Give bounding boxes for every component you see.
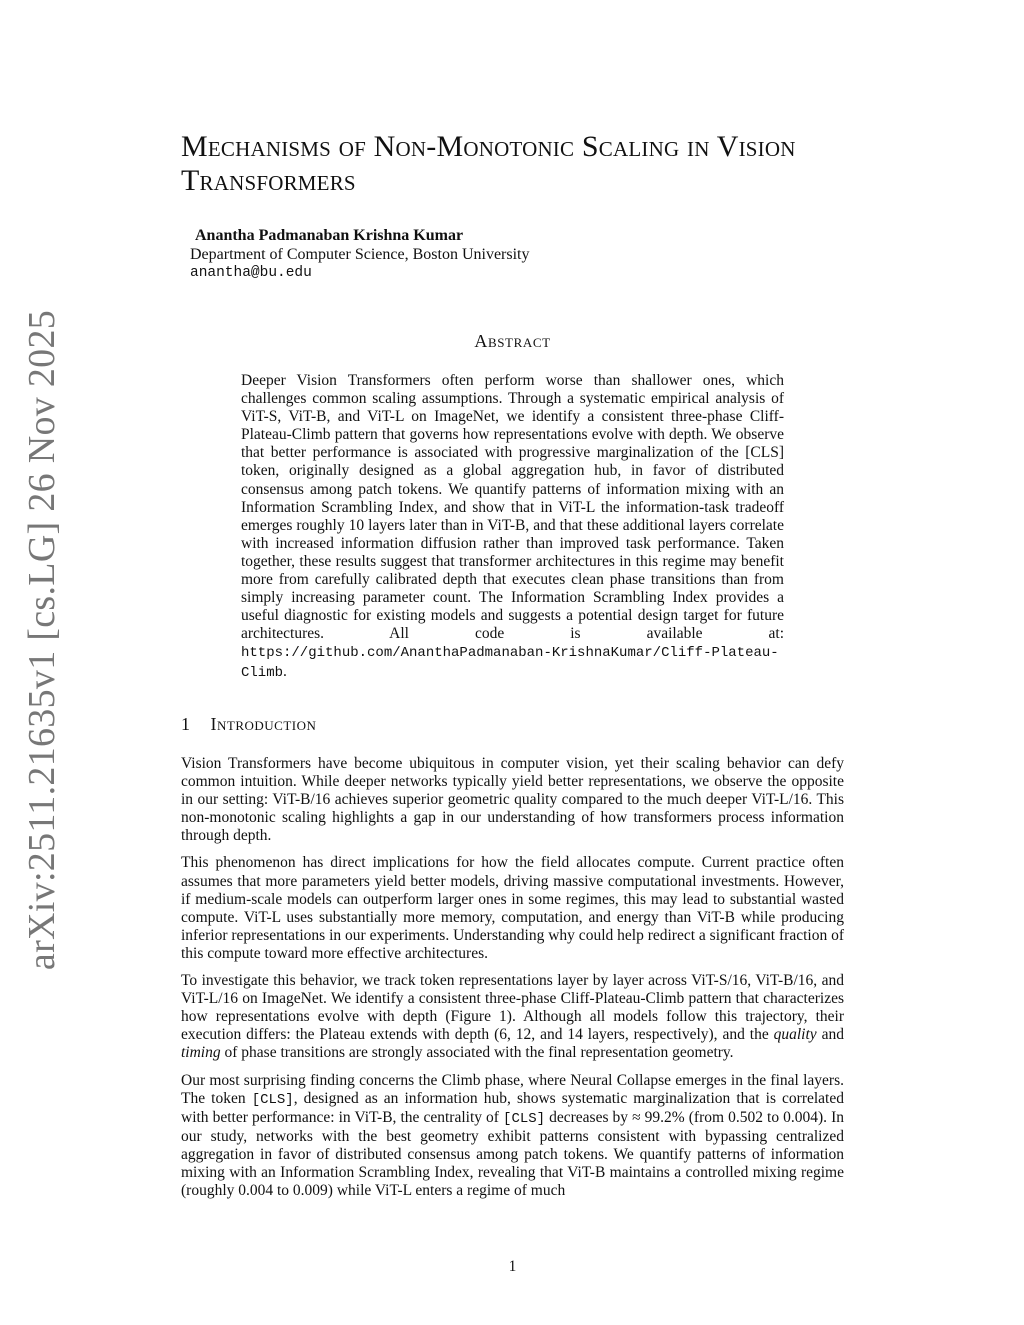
paper-title: Mechanisms of Non-Monotonic Scaling in Vision Transformers — [181, 130, 796, 197]
section-title: Introduction — [210, 714, 317, 734]
author-block — [190, 226, 529, 283]
cls-token-inline-2: [CLS] — [503, 1110, 546, 1127]
page-number: 1 — [508, 1258, 517, 1275]
paragraph-1: Vision Transformers have become ubiquitous in computer vision, yet their scaling behavior can defy common intuition. While deeper networks typically yield better representations, we observe the opposite in our setting: ViT-B/16 achieves superior geometric quality compared to the much deeper ViT-L/16. This non-monotonic scaling highlights a gap in our understanding of how transformers process information through depth. — [181, 755, 844, 845]
author-affiliation: Department of Computer Science, Boston University — [190, 246, 530, 263]
abstract-text — [241, 372, 784, 682]
section-heading — [181, 714, 316, 735]
code-link[interactable]: https://github.com/AnanthaPadmanaban-KrishnaKumar/Cliff-Plateau-Climb — [241, 645, 779, 681]
paragraph-3-text-a: To investigate this behavior, we track token representations layer by layer across ViT-S/16, ViT-B/16, and ViT-L/16 on ImageNet. We identify a consistent three-phase Cliff-Plateau-Climb pattern that characterizes how representations evolve with depth (Figure 1). Although all models follow this trajectory, their execution differs: the Plateau extends with depth (6, 12, and 14 layers, respectively), and the — [181, 972, 844, 1044]
arxiv-stamp: arXiv:2511.21635v1 [cs.LG] 26 Nov 2025 — [21, 309, 63, 971]
paragraph-4 — [181, 1072, 844, 1201]
abstract-end: . — [283, 662, 287, 680]
paragraph-3-text-b: of phase transitions are strongly associated with the final representation geometry. — [224, 1044, 734, 1062]
paragraph-2: This phenomenon has direct implications for how the field allocates compute. Current practice often assumes that more parameters yield better models, driving massive computational investments. However, if medium-scale models can outperform larger ones in some regimes, this may lead to substantial wasted compute. ViT-L uses substantially more memory, computation, and energy than ViT-B while producing inferior representations in our experiments. Understanding why could help redirect a significant fraction of this compute toward more effective architectures. — [181, 854, 844, 962]
cls-token-inline: [CLS] — [251, 1091, 294, 1108]
paragraph-3 — [181, 972, 844, 1062]
abstract-body: Deeper Vision Transformers often perform worse than shallower ones, which challenges common scaling assumptions. Through a systematic empirical analysis of ViT-S, ViT-B, and ViT-L on ImageNet, we identify a consistent three-phase Cliff-Plateau-Climb pattern that governs how representations evolve with depth. We observe that better performance is associated with progressive marginalization of the [CLS] token, originally designed as a global aggregation hub, in favor of distributed consensus among patch tokens. We quantify patterns of information mixing with an Information Scrambling Index, and show that in ViT-L the information-task tradeoff emerges roughly 10 layers later than in ViT-B, and that these additional layers correlate with increased information diffusion rather than improved task performance. Taken together, these results suggest that transformer architectures in this regime may benefit more from carefully calibrated depth that executes clean phase transitions than from simply increasing parameter count. The Information Scrambling Index provides a useful diagnostic for existing models and suggests a potential design target for future architectures. All code is available at: — [241, 372, 784, 643]
paragraph-4-text-a: Our most surprising finding concerns the Climb phase, where Neural Collapse emerges in the final layers. The token — [181, 1071, 844, 1107]
paragraph-4-text-c: decreases by ≈ 99.2% (from 0.502 to 0.004). In our study, networks with the best geometry exhibit patterns consistent with bypassing centralized aggregation in favor of distributed consensus among patch tokens. We quantify patterns of information mixing with an Information Scrambling Index, revealing that ViT-B maintains a controlled mixing regime (roughly 0.004 to 0.009) while ViT-L enters a regime of much — [181, 1108, 845, 1200]
section-number: 1 — [181, 714, 191, 734]
paragraph-3-and: and — [821, 1026, 844, 1044]
emphasis-timing: timing — [181, 1044, 221, 1062]
paragraph-4-text-b: , designed as an information hub, shows systematic marginalization that is correlated with better performance: in ViT-B, the centrality of — [181, 1089, 844, 1126]
section-body — [181, 755, 844, 1209]
emphasis-quality: quality — [773, 1026, 817, 1044]
author-name: Anantha Padmanaban Krishna Kumar — [195, 227, 464, 244]
author-email[interactable]: anantha@bu.edu — [190, 265, 312, 281]
abstract-heading: Abstract — [474, 331, 551, 351]
